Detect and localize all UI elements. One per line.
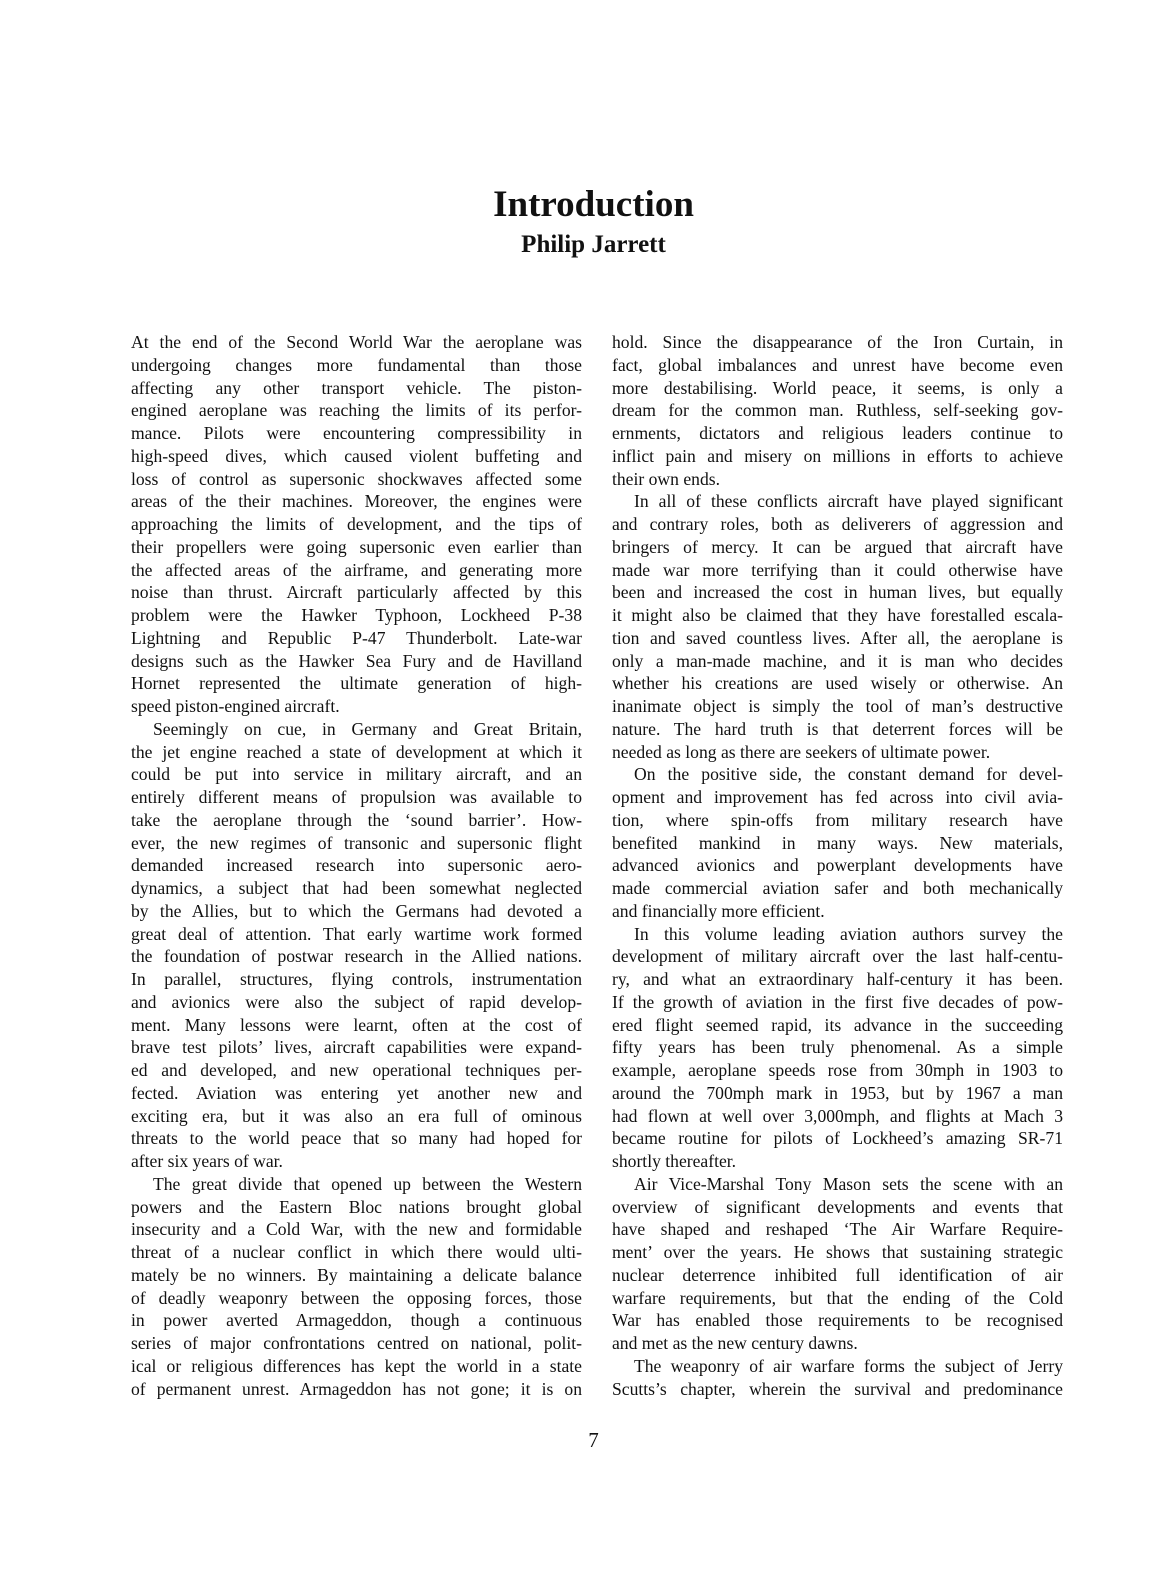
text-line: powers and the Eastern Bloc nations brought global (131, 1196, 582, 1217)
text-line: dream for the common man. Ruthless, self-seeking gov- (612, 400, 1063, 421)
paragraph (612, 1173, 1063, 1355)
text-line: fected. Aviation was entering yet another new and (131, 1082, 582, 1103)
text-line: mately be no winners. By maintaining a delicate balance (131, 1264, 582, 1285)
paragraph (131, 331, 582, 718)
text-line: threats to the world peace that so many had hoped for (131, 1128, 582, 1149)
paragraph (131, 718, 582, 1173)
text-line: whether his creations are used wisely or otherwise. An (612, 673, 1063, 694)
text-line: inflict pain and misery on millions in efforts to achieve (612, 445, 1063, 466)
text-line: designs such as the Hawker Sea Fury and de Havilland (131, 650, 582, 671)
text-line: of permanent unrest. Armageddon has not gone; it is on (131, 1378, 582, 1399)
text-line: demanded increased research into supersonic aero- (131, 855, 582, 876)
text-line: had flown at well over 3,000mph, and flights at Mach 3 (612, 1105, 1063, 1126)
text-line: ry, and what an extraordinary half-century it has been. (612, 969, 1063, 989)
text-line: after six years of war. (131, 1151, 283, 1171)
text-line: ever, the new regimes of transonic and supersonic flight (131, 832, 582, 853)
text-line: needed as long as there are seekers of ultimate power. (612, 741, 991, 762)
text-line: approaching the limits of development, and the tips of (131, 514, 582, 534)
text-line: brave test pilots’ lives, aircraft capabilities were expand- (131, 1037, 582, 1058)
text-line: hold. Since the disappearance of the Iron Curtain, in (612, 332, 1063, 352)
text-line: If the growth of aviation in the first five decades of pow- (612, 991, 1063, 1012)
text-line: Air Vice-Marshal Tony Mason sets the scene with an (634, 1173, 1063, 1194)
text-line: mance. Pilots were encountering compressibility in (131, 423, 582, 443)
text-line: bringers of mercy. It can be argued that aircraft have (612, 536, 1063, 557)
text-line: series of major confrontations centred on national, polit- (131, 1333, 582, 1353)
text-line: areas of the their machines. Moreover, the engines were (131, 491, 582, 512)
text-line: ment. Many lessons were learnt, often at the cost of (131, 1014, 582, 1035)
text-line: inanimate object is simply the tool of man’s destructive (612, 696, 1063, 716)
text-line: and avionics were also the subject of rapid develop- (131, 991, 582, 1012)
text-line: have shaped and reshaped ‘The Air Warfare Require- (612, 1219, 1063, 1240)
text-line: The great divide that opened up between the Western (153, 1173, 582, 1194)
text-line: War has enabled those requirements to be recognised (612, 1310, 1063, 1331)
text-line: entirely different means of propulsion was available to (131, 787, 582, 807)
text-line: Hornet represented the ultimate generation of high- (131, 673, 582, 694)
text-line: the foundation of postwar research in the Allied nations. (131, 946, 582, 967)
text-line: problem were the Hawker Typhoon, Lockheed P-38 (131, 605, 582, 625)
text-line: loss of control as supersonic shockwaves affected some (131, 468, 582, 489)
text-line: At the end of the Second World War the aeroplane was (131, 332, 582, 352)
text-line: speed piston-engined aircraft. (131, 696, 340, 716)
text-line: Lightning and Republic P-47 Thunderbolt. Late-war (131, 627, 582, 648)
text-line: Scutts’s chapter, wherein the survival and predominance (612, 1378, 1063, 1399)
page-title: Introduction (493, 184, 694, 225)
text-line: great deal of attention. That early wartime work formed (131, 923, 582, 944)
text-line: it might also be claimed that they have forestalled escala- (612, 605, 1063, 625)
text-line: ment’ over the years. He shows that sustaining strategic (612, 1242, 1063, 1262)
text-line: dynamics, a subject that had been somewhat neglected (131, 878, 582, 898)
text-line: made commercial aviation safer and both mechanically (612, 878, 1063, 898)
text-line: nuclear deterrence inhibited full identification of air (612, 1264, 1063, 1285)
text-line: noise than thrust. Aircraft particularly affected by this (131, 582, 582, 603)
text-line: insecurity and a Cold War, with the new and formidable (131, 1219, 582, 1240)
text-line: fact, global imbalances and unrest have become even (612, 354, 1063, 375)
text-line: the affected areas of the airframe, and generating more (131, 559, 582, 580)
text-line: Seemingly on cue, in Germany and Great Britain, (153, 718, 582, 739)
text-line: overview of significant developments and events that (612, 1196, 1063, 1217)
text-line: became routine for pilots of Lockheed’s amazing SR-71 (612, 1128, 1063, 1149)
text-line: ical or religious differences has kept the world in a state (131, 1355, 582, 1376)
text-line: more destabilising. World peace, it seems, is only a (612, 377, 1063, 398)
text-line: been and increased the cost in human lives, but equally (612, 582, 1063, 603)
text-line: On the positive side, the constant demand for devel- (634, 764, 1063, 785)
text-line: development of military aircraft over the last half-centu- (612, 946, 1063, 967)
page-number: 7 (588, 1428, 599, 1452)
paragraph (612, 490, 1063, 763)
text-line: affecting any other transport vehicle. The piston- (131, 377, 582, 398)
text-line: only a man-made machine, and it is man who decides (612, 650, 1063, 671)
text-line: made war more terrifying than it could otherwise have (612, 559, 1063, 580)
text-line: tion, where spin-offs from military research have (612, 809, 1063, 830)
text-line: around the 700mph mark in 1953, but by 1967 a man (612, 1082, 1063, 1103)
text-line: their own ends. (612, 468, 720, 489)
text-line: could be put into service in military aircraft, and an (131, 764, 582, 785)
text-line: in power averted Armageddon, though a continuous (131, 1310, 582, 1331)
text-line: fifty years has been truly phenomenal. As a simple (612, 1037, 1063, 1058)
text-line: the jet engine reached a state of development at which it (131, 741, 582, 762)
text-line: benefited mankind in many ways. New materials, (612, 832, 1063, 853)
text-line: exciting era, but it was also an era full of ominous (131, 1105, 582, 1126)
text-line: In all of these conflicts aircraft have played significant (634, 491, 1063, 512)
text-line: by the Allies, but to which the Germans had devoted a (131, 900, 582, 921)
text-line: In this volume leading aviation authors survey the (634, 923, 1063, 944)
text-line: example, aeroplane speeds rose from 30mph in 1903 to (612, 1060, 1063, 1080)
text-line: shortly thereafter. (612, 1151, 737, 1171)
text-line: nature. The hard truth is that deterrent forces will be (612, 718, 1063, 739)
text-line: advanced avionics and powerplant developments have (612, 855, 1063, 876)
text-line: and financially more efficient. (612, 900, 825, 921)
paragraph (612, 1355, 1063, 1401)
paragraph (612, 331, 1063, 490)
paragraph (612, 923, 1063, 1173)
text-line: high-speed dives, which caused violent buffeting and (131, 445, 582, 466)
text-line: The weaponry of air warfare forms the subject of Jerry (634, 1355, 1063, 1376)
text-line: ered flight seemed rapid, its advance in the succeeding (612, 1014, 1063, 1035)
text-column-right (612, 331, 1063, 1400)
author-name: Philip Jarrett (521, 231, 666, 258)
text-line: and met as the new century dawns. (612, 1333, 858, 1353)
text-line: engined aeroplane was reaching the limits of its perfor- (131, 400, 582, 421)
text-line: undergoing changes more fundamental than those (131, 354, 582, 375)
text-line: their propellers were going supersonic even earlier than (131, 536, 582, 557)
paragraph (612, 763, 1063, 922)
text-line: take the aeroplane through the ‘sound barrier’. How- (131, 809, 582, 830)
text-line: opment and improvement has fed across into civil avia- (612, 787, 1063, 807)
text-column-left (131, 331, 582, 1400)
text-line: ed and developed, and new operational techniques per- (131, 1060, 582, 1080)
text-line: and contrary roles, both as deliverers of aggression and (612, 514, 1063, 534)
text-line: warfare requirements, but that the ending of the Cold (612, 1287, 1063, 1308)
paragraph (131, 1173, 582, 1401)
text-line: of deadly weaponry between the opposing forces, those (131, 1287, 582, 1308)
text-line: ernments, dictators and religious leaders continue to (612, 423, 1063, 443)
text-line: threat of a nuclear conflict in which there would ulti- (131, 1242, 582, 1262)
text-line: tion and saved countless lives. After all, the aeroplane is (612, 627, 1063, 648)
text-line: In parallel, structures, flying controls, instrumentation (131, 969, 582, 989)
